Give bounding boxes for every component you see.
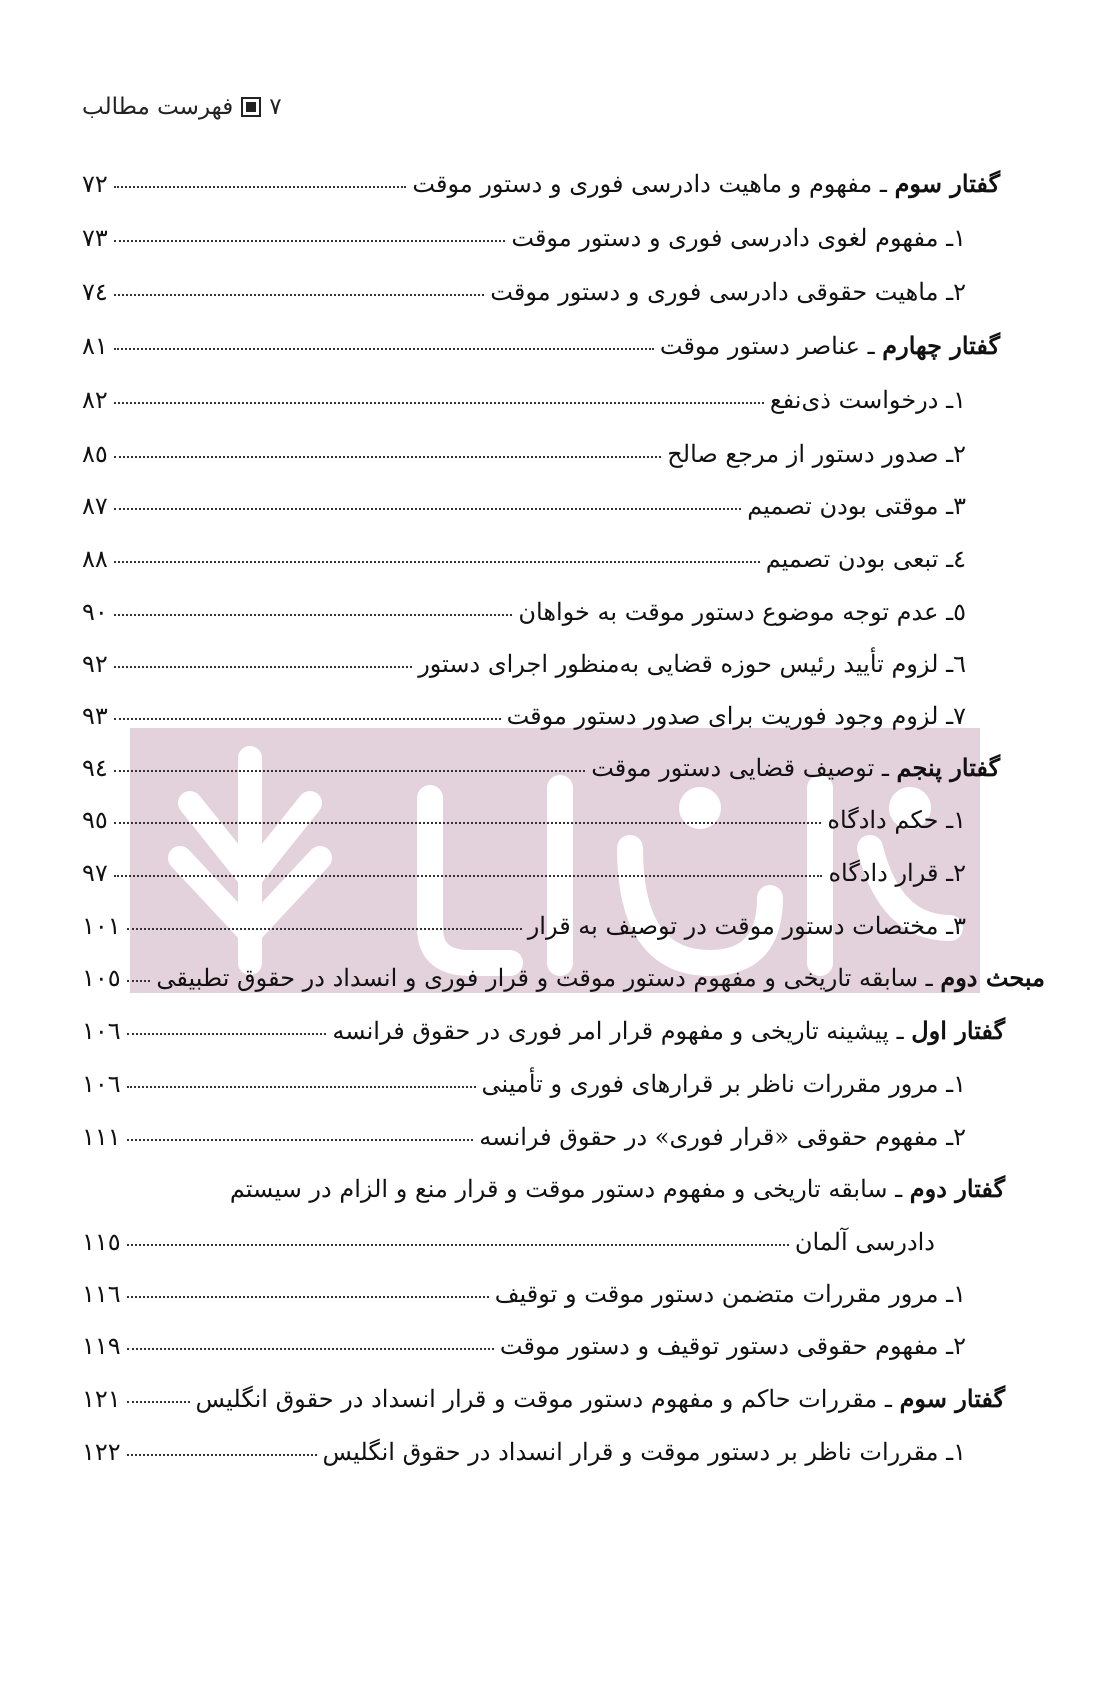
toc-entry-text: ـ سابقه تاریخی و مفهوم دستور موقت و قرار منع و الزام در سیستم <box>229 1175 910 1203</box>
dot-leader <box>127 1348 494 1350</box>
toc-entry-title <box>479 1121 966 1153</box>
toc-entry-text: ٥ـ عدم توجه موضوع دستور موقت به خواهان <box>518 598 966 626</box>
toc-page-number: ٨٢ <box>82 386 108 414</box>
toc-entry-heading: گفتار چهارم <box>882 331 1000 360</box>
toc-entry-text: ـ مقررات حاکم و مفهوم دستور موقت و قرار انسداد در حقوق انگلیس <box>195 1385 900 1413</box>
toc-entry-title <box>507 700 966 732</box>
toc-entry-title <box>518 596 966 628</box>
toc-entry-title <box>323 1436 966 1468</box>
toc-entry-continuation: دادرسی آلمان <box>794 1228 935 1256</box>
toc-entry <box>82 543 966 575</box>
header-title: فهرست مطالب <box>82 94 234 120</box>
toc-page-number: ١٠٥ <box>82 964 121 992</box>
toc-entry <box>82 596 966 628</box>
toc-entry-text: ١ـ مرور مقررات متضمن دستور موقت و توقیف <box>494 1280 966 1308</box>
toc-page-number: ٧٤ <box>82 278 108 306</box>
toc-entry <box>82 1121 966 1153</box>
toc-page-number: ٩٧ <box>82 859 108 887</box>
toc-entry-title <box>766 543 966 575</box>
toc-entry-line <box>82 1173 1005 1205</box>
dot-leader <box>114 666 412 668</box>
toc-entry-text: ٧ـ لزوم وجود فوریت برای صدور دستور موقت <box>506 702 966 730</box>
dot-leader <box>127 1139 474 1141</box>
toc-entry-title <box>667 438 966 470</box>
toc-entry-heading: گفتار اول <box>911 1016 1005 1045</box>
dot-leader <box>114 614 513 616</box>
toc-entry <box>82 1330 966 1362</box>
toc-page-number: ١١١ <box>82 1123 121 1151</box>
toc-entry-heading: گفتار پنجم <box>896 753 1000 782</box>
toc-entry <box>82 962 1045 994</box>
dot-leader <box>127 928 522 930</box>
toc-entry-text: ـ مفهوم و ماهیت دادرسی فوری و دستور موقت <box>412 170 895 198</box>
toc-page-number: ٩٤ <box>82 754 108 782</box>
toc-entry-heading: گفتار دوم <box>909 1174 1005 1203</box>
toc-entry-title <box>747 490 966 522</box>
toc-page-number: ٨٧ <box>82 492 108 520</box>
toc-entry <box>82 490 966 522</box>
dot-leader <box>114 718 501 720</box>
toc-entry <box>82 1436 966 1468</box>
dot-leader <box>127 1401 190 1403</box>
dot-leader <box>114 456 662 458</box>
toc-entry-text: ١ـ درخواست ذی‌نفع <box>769 386 966 414</box>
header-page-number: ٧ <box>269 94 282 120</box>
toc-entry-title <box>332 1015 1005 1047</box>
toc-entry <box>82 1383 1005 1415</box>
toc-entry <box>82 276 966 308</box>
toc-entry <box>82 700 966 732</box>
toc-entry <box>82 438 966 470</box>
toc-entry-title <box>412 168 1000 200</box>
toc-entry-text: ٤ـ تبعی بودن تصمیم <box>765 545 966 573</box>
toc-entry <box>82 330 1000 362</box>
dot-leader <box>114 402 764 404</box>
dot-leader <box>127 1033 327 1035</box>
toc-entry <box>82 752 1000 784</box>
toc-entry-title <box>591 752 1000 784</box>
toc-entry-title <box>418 648 966 680</box>
toc-entry-text: ٦ـ لزوم تأیید رئیس حوزه قضایی به‌منظور اجرای دستور <box>418 650 966 678</box>
dot-leader <box>114 875 823 877</box>
toc-entry-title <box>528 910 966 942</box>
toc-page-number: ٩٣ <box>82 702 108 730</box>
toc-entry <box>82 648 966 680</box>
toc-entry-text: ـ پیشینه تاریخی و مفهوم قرار امر فوری در حقوق فرانسه <box>332 1017 912 1045</box>
toc-entry <box>82 1068 966 1100</box>
toc-page-number: ٨٨ <box>82 545 108 573</box>
toc-page-number: ٩٠ <box>82 598 108 626</box>
dot-leader <box>114 348 654 350</box>
toc-entry-title <box>196 1383 1005 1415</box>
toc-page-number: ١١٥ <box>82 1228 121 1256</box>
toc-entry <box>82 910 966 942</box>
toc-entry-text: ـ سابقه تاریخی و مفهوم دستور موقت و قرار فوری و انسداد در حقوق تطبیقی <box>156 964 941 992</box>
dot-leader <box>114 822 822 824</box>
dot-leader <box>127 1086 476 1088</box>
toc-entry-heading: گفتار سوم <box>899 1384 1005 1413</box>
dot-leader <box>114 770 585 772</box>
dot-leader <box>114 508 741 510</box>
toc-entry-text: ١ـ حکم دادگاه <box>827 806 966 834</box>
dot-leader <box>127 980 151 982</box>
toc-entry-text: ٣ـ موقتی بودن تصمیم <box>747 492 966 520</box>
toc-entry-text: ١ـ مفهوم لغوی دادرسی فوری و دستور موقت <box>511 224 966 252</box>
toc-page-number: ٩٢ <box>82 650 108 678</box>
toc-entry-text: ـ توصیف قضایی دستور موقت <box>591 754 897 782</box>
toc-page-number: ١٠٦ <box>82 1017 121 1045</box>
dot-leader <box>114 294 485 296</box>
toc-entry-title <box>511 222 966 254</box>
toc-entry-text: ٢ـ مفهوم حقوقی دستور توقیف و دستور موقت <box>499 1332 966 1360</box>
toc-entry-title <box>500 1330 966 1362</box>
toc-page-number: ١٢١ <box>82 1385 121 1413</box>
toc-entry-heading: مبحث دوم <box>940 963 1045 992</box>
toc-entry-title <box>230 1175 1005 1203</box>
toc-page-number: ٩٥ <box>82 806 108 834</box>
toc-entry-text: ٣ـ مختصات دستور موقت در توصیف به قرار <box>527 912 966 940</box>
toc-page-number: ١٠٦ <box>82 1070 121 1098</box>
toc-entry-text: ١ـ مقررات ناظر بر دستور موقت و قرار انسداد در حقوق انگلیس <box>322 1438 966 1466</box>
toc-entry-title <box>827 804 966 836</box>
toc-entry <box>82 1226 935 1258</box>
toc-page-number: ٨٥ <box>82 440 108 468</box>
toc-entry-text: ١ـ مرور مقررات ناظر بر قرارهای فوری و تأمینی <box>481 1070 966 1098</box>
toc-entry-title <box>660 330 1000 362</box>
toc-page-number: ١٠١ <box>82 912 121 940</box>
toc-entry <box>82 384 966 416</box>
toc-entry-title <box>490 276 966 308</box>
toc-entry <box>82 1015 1005 1047</box>
toc-entry-text: ٢ـ قرار دادگاه <box>828 859 966 887</box>
toc-page-number: ٧٣ <box>82 224 108 252</box>
toc-entry <box>82 222 966 254</box>
toc-entry-text: ٢ـ مفهوم حقوقی «قرار فوری» در حقوق فرانسه <box>479 1123 966 1151</box>
toc-page-number: ١١٩ <box>82 1332 121 1360</box>
toc-page-number: ١٢٢ <box>82 1438 121 1466</box>
toc-entry-title <box>156 962 1045 994</box>
toc-entry-title <box>482 1068 966 1100</box>
toc-entry <box>82 168 1000 200</box>
toc-entry-title <box>770 384 966 416</box>
dot-leader <box>114 561 760 563</box>
toc-entry <box>82 857 966 889</box>
toc-entry <box>82 1278 966 1310</box>
toc-entry-title <box>495 1278 966 1310</box>
toc-entry-title <box>828 857 966 889</box>
toc-entry-text: ٢ـ ماهیت حقوقی دادرسی فوری و دستور موقت <box>490 278 966 306</box>
dot-leader <box>127 1454 317 1456</box>
toc-page-number: ٧٢ <box>82 170 108 198</box>
toc-page-number: ١١٦ <box>82 1280 121 1308</box>
toc-entry <box>82 804 966 836</box>
toc-entry-text: ـ عناصر دستور موقت <box>659 332 883 360</box>
toc-page-number: ٨١ <box>82 332 108 360</box>
dot-leader <box>114 240 506 242</box>
toc-entry-text: ٢ـ صدور دستور از مرجع صالح <box>667 440 966 468</box>
dot-leader <box>127 1296 489 1298</box>
toc-entry-heading: گفتار سوم <box>894 169 1000 198</box>
dot-leader <box>127 1244 789 1246</box>
dot-leader <box>114 186 407 188</box>
